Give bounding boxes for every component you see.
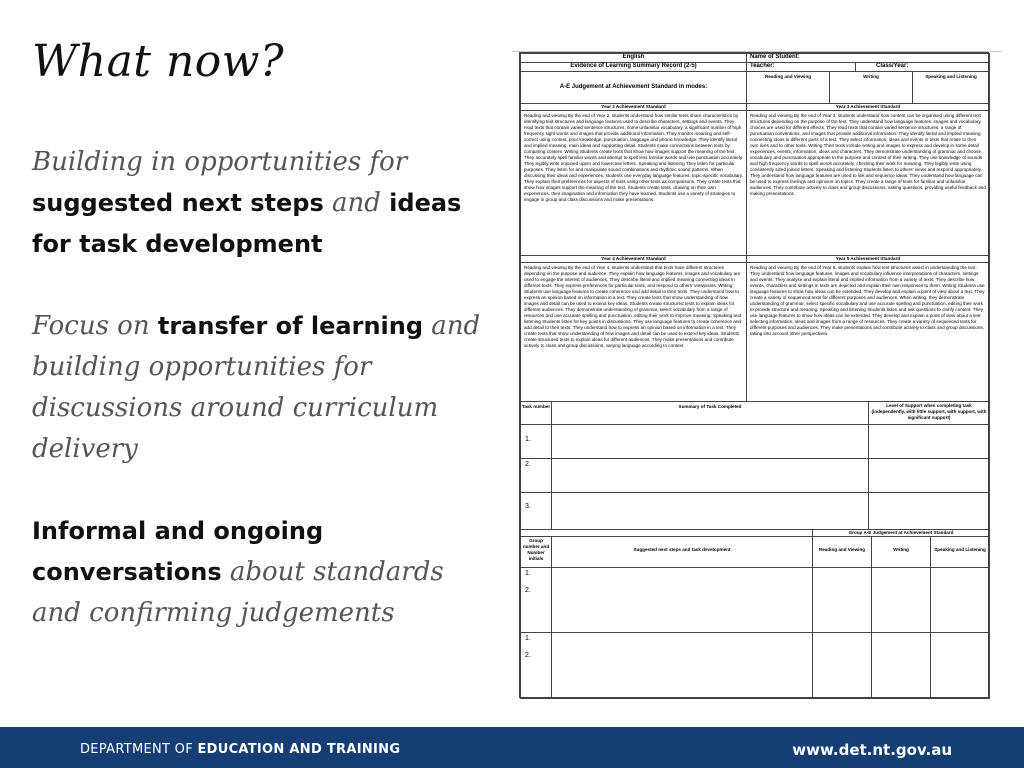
doc-task-row-support [868, 424, 990, 459]
doc-group-row-b-2: 2. [525, 652, 531, 659]
doc-task-number-header: Task number [520, 401, 552, 425]
doc-year2-heading: Year 2 Achievement Standard [520, 103, 747, 111]
doc-group-mode-reading: Reading and Viewing [812, 536, 872, 568]
doc-year5-standard: Reading and viewing By the end of Year 5, students explain how text structures assist in understanding the text. They understand how language features, images and vocabulary influence interpretations of characters, settings and events. They analyse and explain literal and implied information from a variety of texts. They describe how events, characters and settings in texts are depicted and explain their own responses to them. Writing Students use language features to show how ideas can be extended. They develop and explain a point of view about a text. They create a variety of sequenced texts for different purposes and audiences. When writing, they demonstrate understanding of grammar, select specific vocabulary and use accurate spelling and punctuation, editing their work to provide structure and meaning. Speaking and listening Students listen and ask questions to clarify content. They use language features to show how ideas can be extended. They develop and explain a point of view about a text selecting information, ideas and images from a range of resources. They create a variety of sequenced texts for different purposes and audiences. They make presentations and contribute actively to class and group discussions, taking into account other perspectives. [746, 262, 990, 402]
doc-year4-heading: Year 4 Achievement Standard [520, 255, 747, 263]
p1-text-a: Building in opportunities for [32, 147, 408, 177]
doc-group-row-number [520, 632, 552, 699]
paragraph-next-steps [32, 142, 492, 265]
doc-year5-heading: Year 5 Achievement Standard [746, 255, 990, 263]
website-url: www.det.nt.gov.au [792, 741, 952, 759]
doc-group-row-speaking [930, 567, 990, 633]
doc-support-level-header: Level of Support when completing task (independently, with little support, with support, with significant support) [868, 401, 990, 425]
doc-group-row-a-1: 1. [525, 570, 531, 577]
department-emphasis: EDUCATION AND TRAINING [197, 742, 401, 757]
doc-subject: English [520, 53, 747, 63]
doc-group-row-next-steps [551, 567, 813, 633]
doc-group-mode-writing: Writing [871, 536, 931, 568]
doc-task-row-number [520, 492, 552, 530]
doc-group-mode-speaking: Speaking and Listening [930, 536, 990, 568]
doc-group-row-next-steps [551, 632, 813, 699]
evidence-record-document [519, 52, 989, 698]
slide-title: What now? [32, 36, 285, 87]
doc-task-row-summary [551, 424, 869, 459]
doc-top-rule [512, 51, 1002, 52]
doc-year3-heading: Year 3 Achievement Standard [746, 103, 990, 111]
doc-next-steps-header: Suggested next steps and task development [551, 536, 813, 568]
doc-task-summary-header: Summary of Task Completed [551, 401, 869, 425]
doc-task-row-number [520, 424, 552, 459]
doc-mode-writing: Writing [829, 71, 913, 104]
doc-task-row-support [868, 458, 990, 493]
p1-emphasis-task-development: ideas for task development [32, 189, 462, 258]
p2-emphasis-transfer: transfer of learning [157, 312, 424, 340]
doc-task-row-2: 2. [525, 461, 531, 468]
doc-task-row-number [520, 458, 552, 493]
doc-mode-speaking: Speaking and Listening [912, 71, 990, 104]
doc-class-label: Class/Year: [855, 62, 990, 72]
paragraph-conversations [32, 511, 492, 634]
p3-text-b: about standards and confirming judgements [32, 557, 444, 628]
p2-text-a: Focus on [32, 311, 158, 341]
department-name [80, 742, 400, 757]
doc-year2-standard: Reading and viewing By the end of Year 2, students understand how similar texts share characteristics by identifying text structures and language features used to describe characters, settings and events. They read texts that contain varied sentence structures, some unfamiliar vocabulary, a significant number of high frequency sight words and images that provide additional information. They monitor meaning and self-correct using context, prior knowledge, punctuation, language and phonic knowledge. They identify literal and implied meaning, main ideas and supporting detail. Students make connections between texts by comparing content. Writing Students create texts that show how images support the meaning of the text. They accurately spell familiar words and attempt to spell less familiar words and use punctuation accurately. They legibly write unjoined upper and lowercase letters. Speaking and listening They listen for particular purposes. They listen for and manipulate sound combinations and rhythmic sound patterns. When discussing their ideas and experiences, students use everyday language features, topic-specific vocabulary. They explain their preferences for aspects of texts using other texts as comparisons. They create texts that show how images support the meaning of the text. Students create texts, drawing on their own experiences, their imagination and information they have learned. Students use a variety of strategies to engage in group and class discussions and make presentations. [520, 110, 747, 256]
doc-group-judgement-header: Group A-E Judgement at Achievement Standard [812, 529, 990, 537]
doc-group-number-header: Group number and Number initials [520, 536, 552, 568]
doc-group-row-reading [812, 567, 872, 633]
doc-record-title: Evidence of Learning Summary Record (2-5) [520, 62, 747, 72]
doc-group-row-reading [812, 632, 872, 699]
doc-judgement-label: A-E Judgement at Achievement Standard in modes: [520, 71, 747, 104]
doc-teacher-label: Teacher: [746, 62, 856, 72]
footer-bar [0, 727, 1024, 768]
doc-task-row-3: 3. [525, 503, 531, 510]
doc-mode-reading: Reading and Viewing [746, 71, 830, 104]
p3-emphasis-conversations: Informal and ongoing conversations [32, 517, 324, 586]
p1-text-and: and [323, 188, 390, 218]
doc-task-row-summary [551, 492, 869, 530]
paragraph-transfer [32, 306, 492, 470]
doc-task-row-summary [551, 458, 869, 493]
doc-group-row-writing [871, 567, 931, 633]
department-prefix: DEPARTMENT OF [80, 742, 198, 757]
slide-body [32, 142, 492, 675]
p2-text-c: and building opportunities for discussions around curriculum delivery [32, 311, 481, 464]
p1-emphasis-next-steps: suggested next steps [32, 189, 324, 217]
doc-year3-standard: Reading and viewing By the end of Year 3, students understand how content can be organised using different text structures depending on the purpose of the text. They understand how language features, images and vocabulary choices are used for different effects. They read texts that contain varied sentence structures, a range of punctuation conventions, and images that provide additional information. They identify literal and implied meaning connecting ideas in different parts of a text. They select information, ideas and events in texts that relate to their own lives and to other texts. Writing Their texts include writing and images to express and develop in some detail experiences, events, information, ideas and characters. They demonstrate understanding of grammar and choose vocabulary and punctuation appropriate to the purpose and context of their writing. They use knowledge of sounds and high frequency words to spell words accurately, checking their work for meaning. They legibly write using consistently sized joined letters. Speaking and listening Students listen to others' views and respond appropriately. They understand how language features are used to link and sequence ideas. They understand how language can be used to express feelings and opinions on topics. They create a range of texts for familiar and unfamiliar audiences. They contribute actively to class and group discussions, asking questions, providing useful feedback and making presentations. [746, 110, 990, 256]
doc-group-row-speaking [930, 632, 990, 699]
doc-task-row-1: 1. [525, 436, 531, 443]
doc-student-name-label: Name of Student: [746, 53, 990, 63]
doc-task-row-support [868, 492, 990, 530]
doc-group-row-writing [871, 632, 931, 699]
doc-year4-standard: Reading and viewing By the end of Year 4, students understand that texts have different structures depending on the purpose and audience. They explain how language features, images and vocabulary are used to engage the interest of audiences. They describe literal and implied meaning connecting ideas in different texts. They express preferences for particular texts, and respond to others' viewpoints. Writing Students use language features to create coherence and add detail to their texts. They understand how to express an opinion based on information in a text. They create texts that show understanding of how images and detail can be used to extend key ideas. Students create structured texts to explain ideas for different audiences. They demonstrate understanding of grammar, select vocabulary from a range of resources and use accurate spelling and punctuation, editing their work to improve meaning. Speaking and listening Students listen for key points in discussions. They use language features to create coherence and add detail to their texts. They understand how to express an opinion based on information in a text. They create texts that show understanding of how images and detail can be used to extend key ideas. Students create structured texts to explain ideas for different audiences. They make presentations and contribute actively to class and group discussions, varying language according to context. [520, 262, 747, 402]
doc-group-row-a-2: 2. [525, 587, 531, 594]
doc-group-row-number [520, 567, 552, 633]
doc-group-row-b-1: 1. [525, 635, 531, 642]
